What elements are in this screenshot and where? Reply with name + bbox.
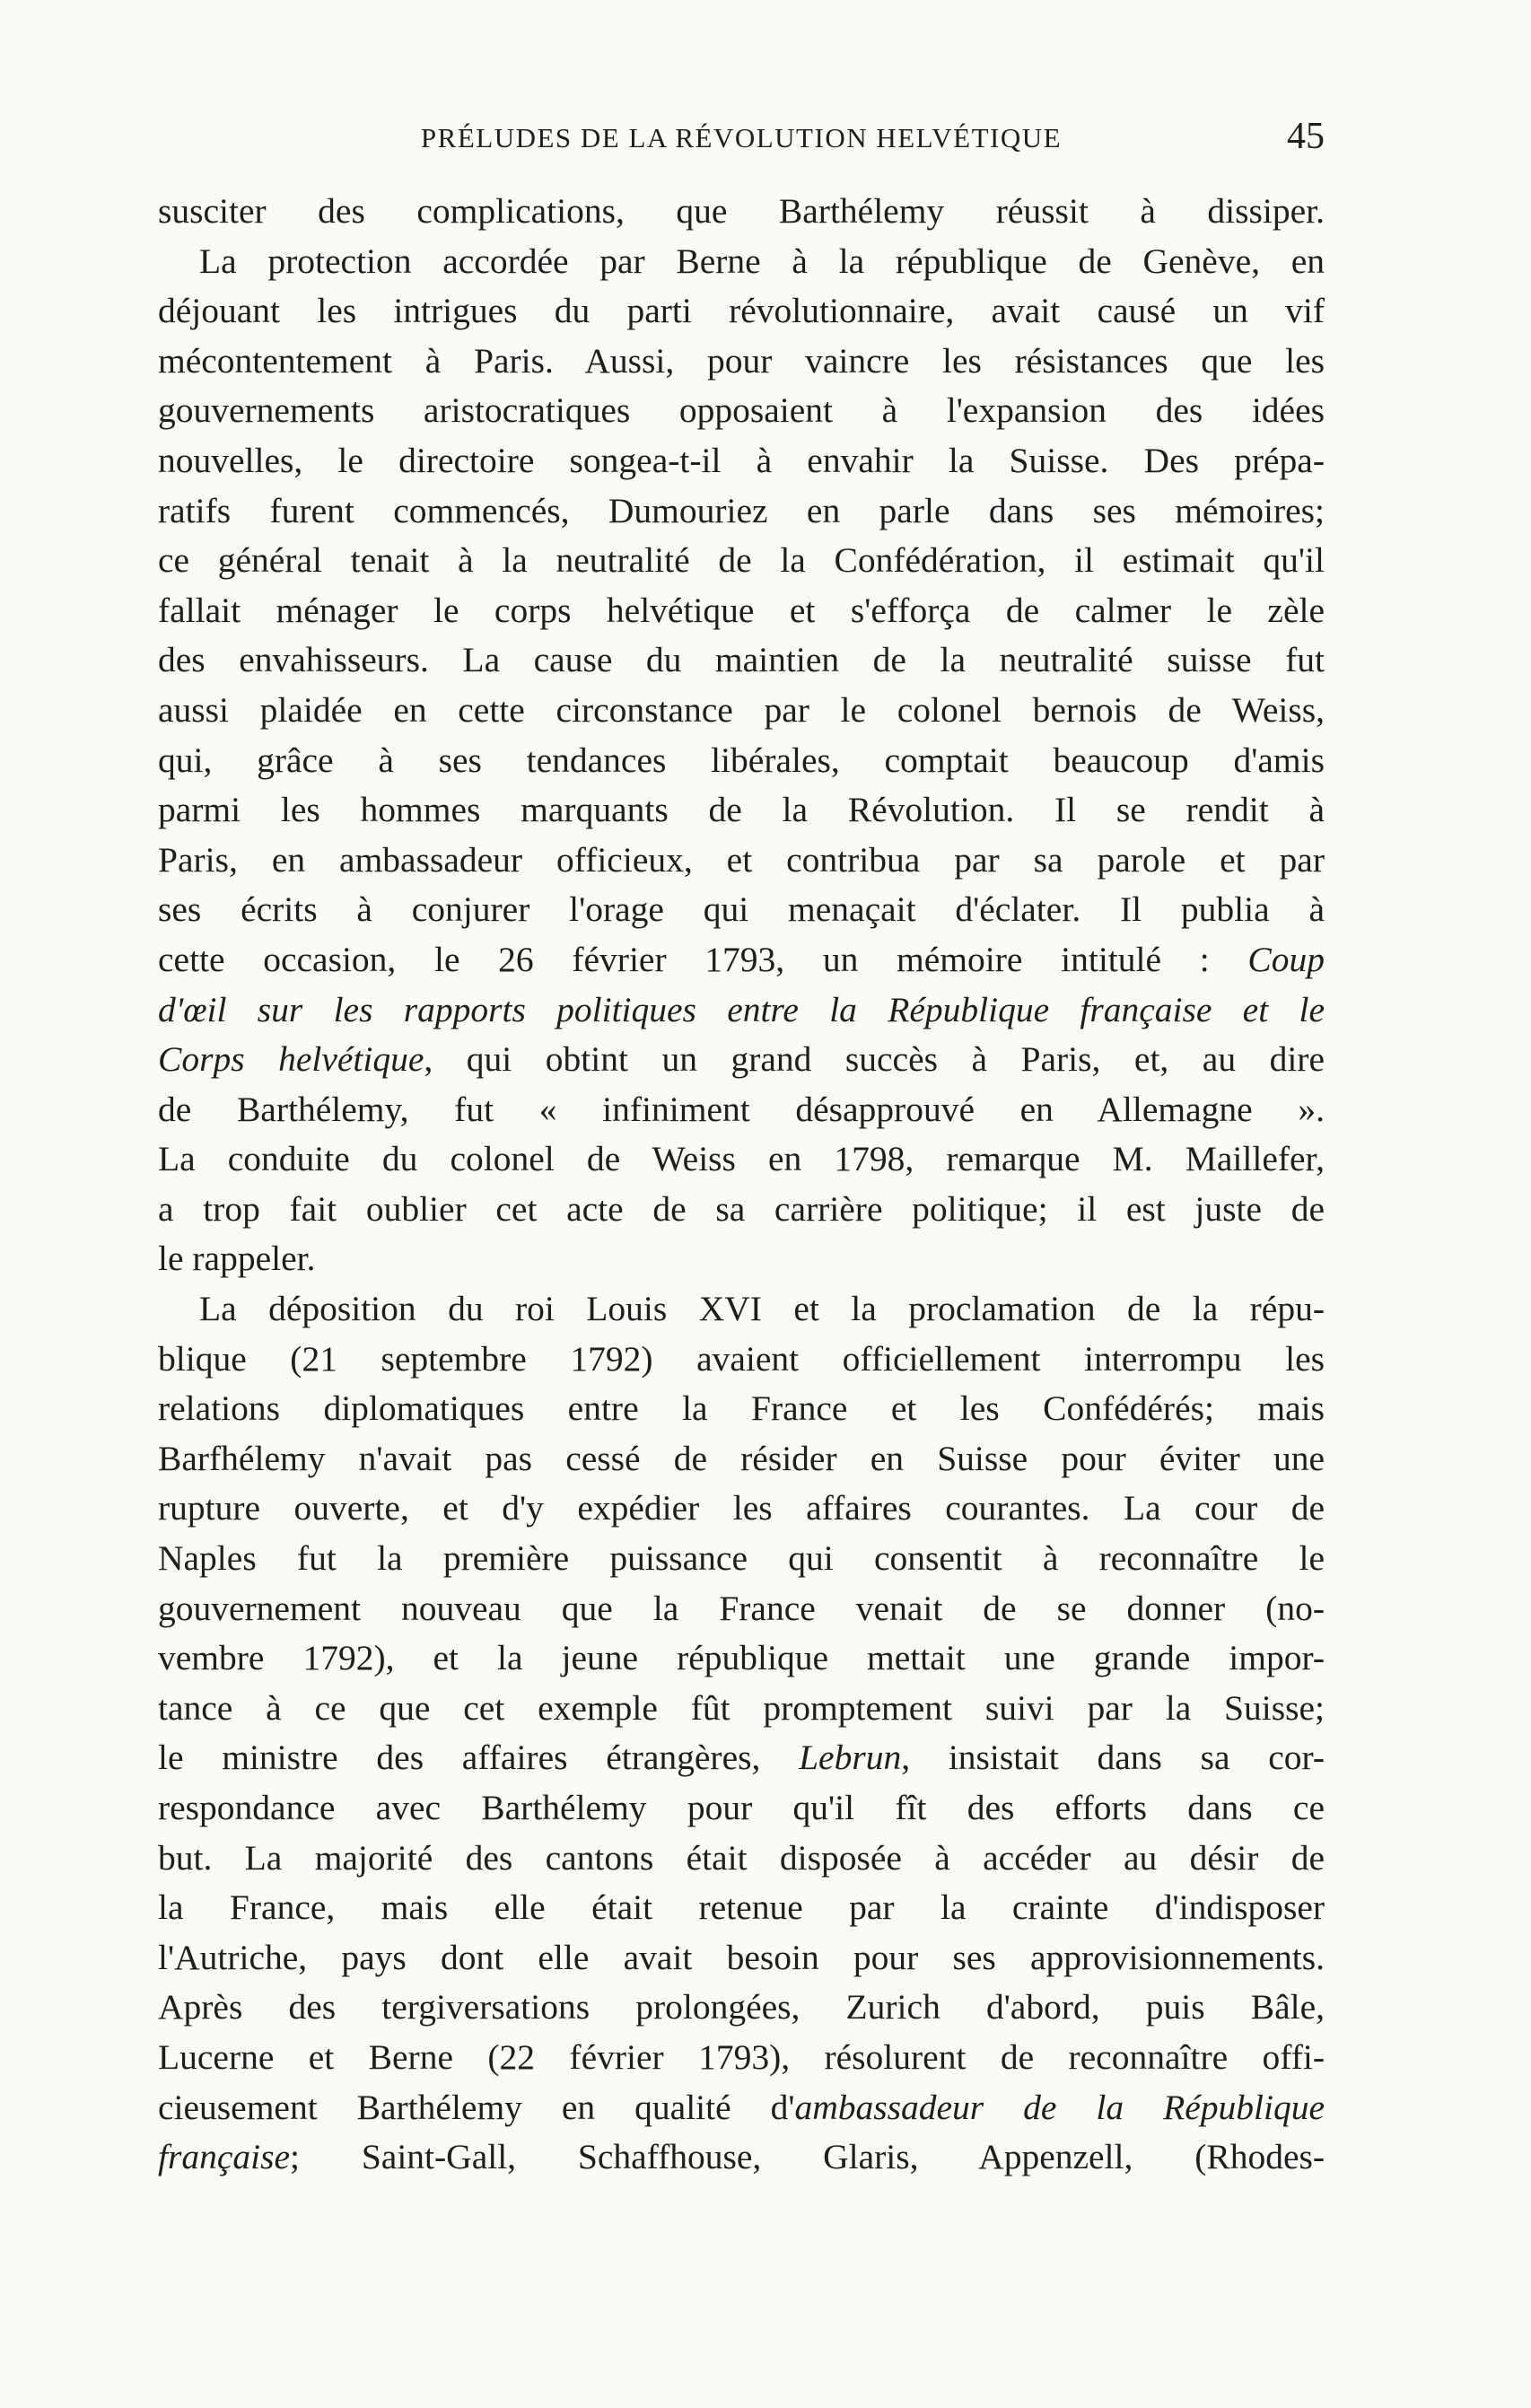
text-segment: des envahisseurs. La cause du maintien de la neutralité suisse fut (158, 640, 1325, 680)
text-line (158, 1783, 1325, 1834)
text-segment: , qui obtint un grand succès à Paris, et, au dire (424, 1039, 1325, 1080)
text-line (158, 486, 1325, 537)
text-segment: rupture ouverte, et d'y expédier les affaires courantes. La cour de (158, 1488, 1325, 1528)
text-segment: ses écrits à conjurer l'orage qui menaçait d'éclater. Il publia à (158, 889, 1325, 930)
text-segment: Barfhélemy n'avait pas cessé de résider en Suisse pour éviter une (158, 1438, 1325, 1478)
text-segment: respondance avec Barthélemy pour qu'il fît des efforts dans ce (158, 1788, 1325, 1827)
text-line (158, 1035, 1325, 1085)
text-segment: blique (21 septembre 1792) avaient officiellement interrompu les (158, 1338, 1325, 1379)
text-segment: la France, mais elle était retenue par la crainte d'indisposer (158, 1887, 1325, 1928)
text-line (158, 1284, 1325, 1335)
text-line (158, 1434, 1325, 1484)
text-segment: parmi les hommes marquants de la Révolution. Il se rendit à (158, 790, 1325, 830)
text-line (158, 1134, 1325, 1185)
text-segment: La conduite du colonel de Weiss en 1798, remarque M. Maillefer, (158, 1139, 1325, 1179)
text-line (158, 1384, 1325, 1434)
text-line (158, 1335, 1325, 1385)
italic-text: Lebrun (799, 1738, 902, 1778)
text-segment: Paris, en ambassadeur officieux, et contribua par sa parole et par (158, 839, 1325, 880)
italic-text: Coup (1247, 939, 1325, 979)
text-segment: mécontentement à Paris. Aussi, pour vaincre les résistances que les (158, 340, 1325, 381)
text-segment: La protection accordée par Berne à la république de Genève, en (199, 241, 1325, 281)
text-line (158, 635, 1325, 686)
text-segment: susciter des complications, que Barthélemy réussit à dissiper. (158, 191, 1325, 231)
italic-text: française (158, 2137, 291, 2177)
text-segment: le ministre des affaires étrangères, (158, 1738, 800, 1778)
text-line (158, 386, 1325, 436)
text-segment: but. La majorité des cantons était disposée à accéder au désir de (158, 1837, 1325, 1878)
text-line (158, 736, 1325, 786)
text-line (158, 1633, 1325, 1684)
text-line (158, 1733, 1325, 1783)
text-segment: gouvernements aristocratiques opposaient à l'expansion des idées (158, 390, 1325, 431)
running-header (158, 118, 1325, 163)
text-segment: Naples fut la première puissance qui consentit à reconnaître le (158, 1538, 1325, 1579)
body-text (158, 187, 1325, 2183)
text-segment: cieusement Barthélemy en qualité d' (158, 2087, 795, 2127)
text-segment: cette occasion, le 26 février 1793, un mémoire intitulé : (158, 939, 1248, 979)
running-title: PRÉLUDES DE LA RÉVOLUTION HELVÉTIQUE (420, 122, 1063, 153)
text-line (158, 785, 1325, 836)
text-line (158, 836, 1325, 886)
text-line (158, 286, 1325, 337)
text-segment: , insistait dans sa cor- (901, 1738, 1325, 1778)
text-line (158, 1484, 1325, 1534)
text-segment: déjouant les intrigues du parti révolutionnaire, avait causé un vif (158, 291, 1325, 331)
italic-text: Corps helvétique (158, 1039, 424, 1080)
text-line (158, 187, 1325, 237)
text-segment: vembre 1792), et la jeune république mettait une grande impor- (158, 1638, 1325, 1678)
text-line (158, 1584, 1325, 1634)
italic-text: ambassadeur de la République (794, 2087, 1325, 2127)
text-line (158, 935, 1325, 985)
text-line (158, 1933, 1325, 1983)
text-line (158, 586, 1325, 636)
text-segment: ; Saint-Gall, Schaffhouse, Glaris, Appenzell, (Rhodes- (290, 2137, 1325, 2177)
text-segment: nouvelles, le directoire songea-t-il à envahir la Suisse. Des prépa- (158, 440, 1325, 480)
text-line (158, 1534, 1325, 1584)
text-segment: fallait ménager le corps helvétique et s'efforça de calmer le zèle (158, 590, 1325, 630)
text-segment: La déposition du roi Louis XVI et la proclamation de la répu- (199, 1289, 1325, 1329)
text-line (158, 237, 1325, 287)
text-segment: qui, grâce à ses tendances libérales, comptait beaucoup d'amis (158, 740, 1325, 780)
text-line (158, 536, 1325, 586)
text-segment: relations diplomatiques entre la France et les Confédérés; mais (158, 1388, 1325, 1429)
text-segment: le rappeler. (158, 1239, 316, 1279)
text-segment: aussi plaidée en cette circonstance par le colonel bernois de Weiss, (158, 689, 1325, 730)
text-line (158, 2132, 1325, 2183)
text-line (158, 2083, 1325, 2133)
text-line (158, 1085, 1325, 1135)
text-segment: ratifs furent commencés, Dumouriez en parle dans ses mémoires; (158, 490, 1325, 530)
italic-text: d'œil sur les rapports politiques entre la République française et le (158, 989, 1325, 1029)
text-segment: Après des tergiversations prolongées, Zurich d'abord, puis Bâle, (158, 1987, 1325, 2027)
text-line (158, 1185, 1325, 1235)
text-line (158, 1983, 1325, 2033)
text-line (158, 1684, 1325, 1734)
page-number: 45 (1287, 116, 1325, 157)
text-line (158, 885, 1325, 935)
text-segment: gouvernement nouveau que la France venait de se donner (no- (158, 1588, 1325, 1628)
text-segment: a trop fait oublier cet acte de sa carrière politique; il est juste de (158, 1188, 1325, 1229)
text-line (158, 436, 1325, 486)
text-segment: Lucerne et Berne (22 février 1793), résolurent de reconnaître offi- (158, 2036, 1325, 2077)
text-line (158, 985, 1325, 1036)
text-line (158, 2033, 1325, 2083)
text-line (158, 1883, 1325, 1933)
text-segment: de Barthélemy, fut « infiniment désapprouvé en Allemagne ». (158, 1089, 1325, 1129)
text-line (158, 337, 1325, 387)
text-line (158, 1234, 1325, 1284)
text-line (158, 686, 1325, 736)
text-segment: tance à ce que cet exemple fût promptement suivi par la Suisse; (158, 1687, 1325, 1728)
text-segment: l'Autriche, pays dont elle avait besoin pour ses approvisionnements. (158, 1937, 1325, 1977)
text-line (158, 1834, 1325, 1884)
text-segment: ce général tenait à la neutralité de la Confédération, il estimait qu'il (158, 540, 1325, 581)
